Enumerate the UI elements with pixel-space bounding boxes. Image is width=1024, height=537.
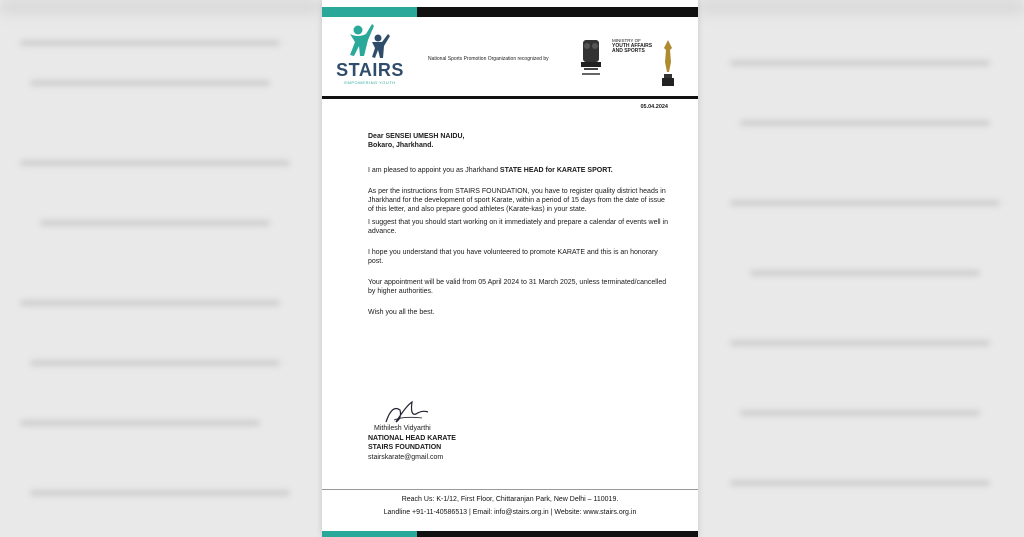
paragraph-suggestion: I suggest that you should start working on it immediately and prepare a calendar of events well in advance.	[368, 219, 668, 235]
closing-line: Wish you all the best.	[368, 309, 435, 316]
paragraph-honorary: I hope you understand that you have volunteered to promote KARATE and this is an honorary post.	[368, 249, 658, 265]
footer-address: Reach Us: K-1/12, First Floor, Chittaranjan Park, New Delhi – 110019.	[401, 496, 619, 503]
salutation: Dear SENSEI UMESH NAIDU,	[368, 133, 465, 140]
signatory-block	[368, 424, 456, 462]
top-color-bar	[322, 7, 698, 17]
footer-divider	[322, 489, 698, 490]
paragraph-appointment	[368, 166, 668, 175]
bottom-color-bar	[322, 531, 698, 537]
signatory-name: Mithilesh Vidyarthi	[374, 425, 431, 432]
header-divider	[322, 96, 698, 99]
footer	[322, 494, 698, 519]
footer-contact: Landline +91-11-40586513 | Email: info@stairs.org.in | Website: www.stairs.org.in	[383, 508, 637, 516]
national-emblem-icon	[578, 38, 604, 84]
signatory-email: stairskarate@gmail.com	[368, 453, 444, 461]
ministry-line-2: YOUTH AFFAIRS	[612, 42, 653, 49]
address: Bokaro, Jharkhand.	[368, 142, 434, 149]
signatory-title: NATIONAL HEAD KARATE	[368, 434, 456, 442]
ministry-text	[612, 38, 652, 55]
letter-body	[368, 132, 668, 317]
logo-text: STAIRS	[336, 60, 404, 80]
signatory-org: STAIRS FOUNDATION	[368, 444, 442, 451]
appointment-role: STATE HEAD for KARATE SPORT.	[499, 167, 613, 174]
trophy-icon	[660, 38, 676, 88]
logo-tagline: EMPOWERING YOUTH	[344, 80, 396, 85]
paragraph-validity: Your appointment will be valid from 05 April 2024 to 31 March 2025, unless terminated/cancelled by higher authorities.	[368, 279, 667, 295]
org-recognition-text: National Sports Promotion Organization recognized by	[428, 56, 549, 62]
letter-page	[322, 0, 698, 537]
ministry-line-1: MINISTRY OF	[612, 38, 641, 43]
paragraph-instructions: As per the instructions from STAIRS FOUNDATION, you have to register quality district heads in Jharkhand for the development of sport Karate, within a period of 15 days from the date of issue of this letter, and also prepare good athletes (Karate-kas) in your state.	[368, 188, 666, 213]
letter-date: 05.04.2024	[640, 104, 668, 110]
ministry-line-3: AND SPORTS	[612, 48, 645, 54]
appointment-text: I am pleased to appoint you as Jharkhand	[368, 167, 500, 174]
